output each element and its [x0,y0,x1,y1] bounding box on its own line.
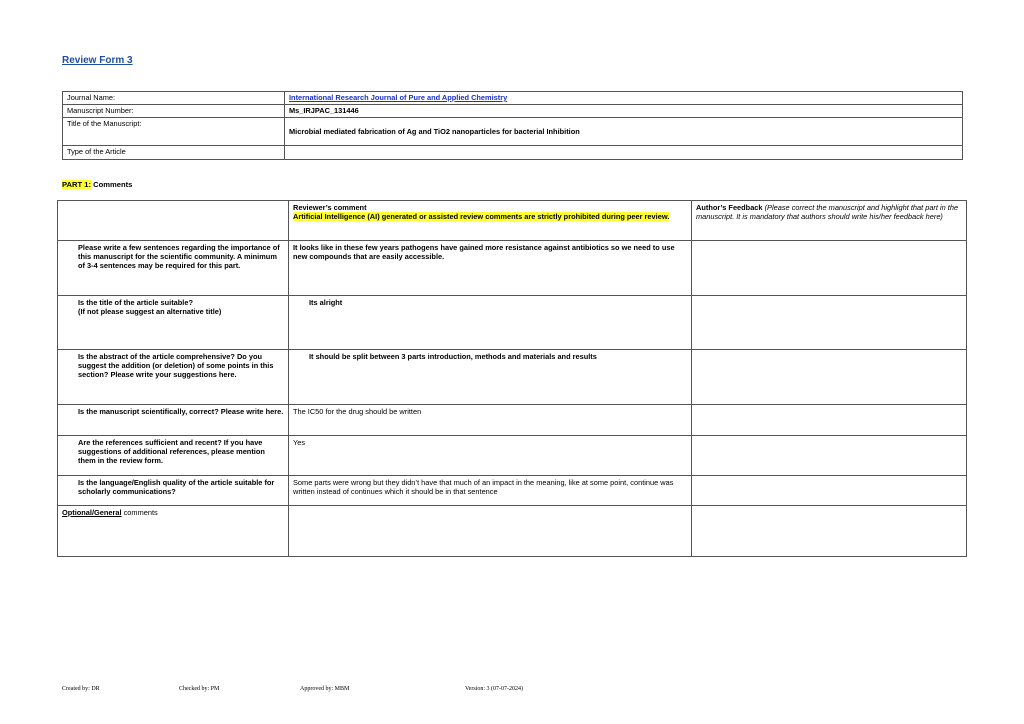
part-1-heading-text: Comments [90,180,133,189]
journal-name-label: Journal Name: [63,92,285,105]
answer-scientific[interactable]: The IC50 for the drug should be written [289,405,692,436]
article-type-value [285,146,963,160]
comments-header-row [58,201,967,241]
table-row [58,476,967,506]
answer-importance[interactable]: It looks like in these few years pathogens have gained more resistance against antibiotics so we need to use new compounds that are easily accessible. [289,241,692,296]
journal-name-link[interactable]: International Research Journal of Pure and Applied Chemistry [289,93,508,102]
manuscript-number-value: Ms_IRJPAC_131446 [285,105,963,118]
reviewer-comment-heading: Reviewer’s comment [293,203,367,212]
part-1-label: PART 1: [62,180,91,189]
question-abstract: Is the abstract of the article comprehensive? Do you suggest the addition (or deletion) of some points in this section? Please write your suggestions here. [58,350,289,405]
optional-comments-label-cell [58,506,289,557]
feedback-optional[interactable] [692,506,967,557]
table-row [58,350,967,405]
feedback-scientific[interactable] [692,405,967,436]
optional-general-label: Optional/General [62,508,122,517]
question-importance: Please write a few sentences regarding the importance of this manuscript for the scientific community. A minimum of 3-4 sentences may be required for this part. [58,241,289,296]
comments-table [57,200,967,557]
manuscript-info-table [62,91,963,160]
optional-comments-label-rest: comments [121,508,158,517]
manuscript-title-label: Title of the Manuscript: [63,118,285,146]
part-1-heading [62,180,132,189]
table-row [58,296,967,350]
answer-language[interactable]: Some parts were wrong but they didn’t have that much of an impact in the meaning, like at some point, continue was written instead of continues which it should be in that sentence [289,476,692,506]
question-scientific: Is the manuscript scientifically, correct? Please write here. [58,405,289,436]
form-title: Review Form 3 [62,55,133,66]
manuscript-title-value: Microbial mediated fabrication of Ag and TiO2 nanoparticles for bacterial Inhibition [285,118,963,146]
author-feedback-heading: Author’s Feedback [696,203,763,212]
answer-references[interactable]: Yes [289,436,692,476]
author-feedback-note: (Please correct the manuscript and highlight that part in the manuscript. It is mandatory that authors should write his/her feedback here) [696,203,959,221]
footer-version: Version: 3 (07-07-2024) [465,686,523,692]
footer-created-by: Created by: DR [62,686,100,692]
question-language: Is the language/English quality of the article suitable for scholarly communications? [58,476,289,506]
table-row [58,506,967,557]
ai-warning-text: Artificial Intelligence (AI) generated or assisted review comments are strictly prohibited during peer review. [293,212,670,221]
feedback-title[interactable] [692,296,967,350]
journal-name-value[interactable] [285,92,963,105]
feedback-references[interactable] [692,436,967,476]
header-empty-cell [58,201,289,241]
answer-title[interactable]: Its alright [289,296,692,350]
feedback-importance[interactable] [692,241,967,296]
answer-abstract[interactable]: It should be split between 3 parts introduction, methods and materials and results [289,350,692,405]
footer-approved-by: Approved by: MBM [300,686,350,692]
table-row [58,405,967,436]
author-feedback-header [692,201,967,241]
answer-optional[interactable] [289,506,692,557]
manuscript-number-label: Manuscript Number: [63,105,285,118]
article-type-label: Type of the Article [63,146,285,160]
footer-checked-by: Checked by: PM [179,686,220,692]
question-title: Is the title of the article suitable? (If not please suggest an alternative title) [58,296,289,350]
table-row [58,241,967,296]
table-row [58,436,967,476]
feedback-language[interactable] [692,476,967,506]
feedback-abstract[interactable] [692,350,967,405]
reviewer-comment-header [289,201,692,241]
question-references: Are the references sufficient and recent? If you have suggestions of additional references, please mention them in the review form. [58,436,289,476]
